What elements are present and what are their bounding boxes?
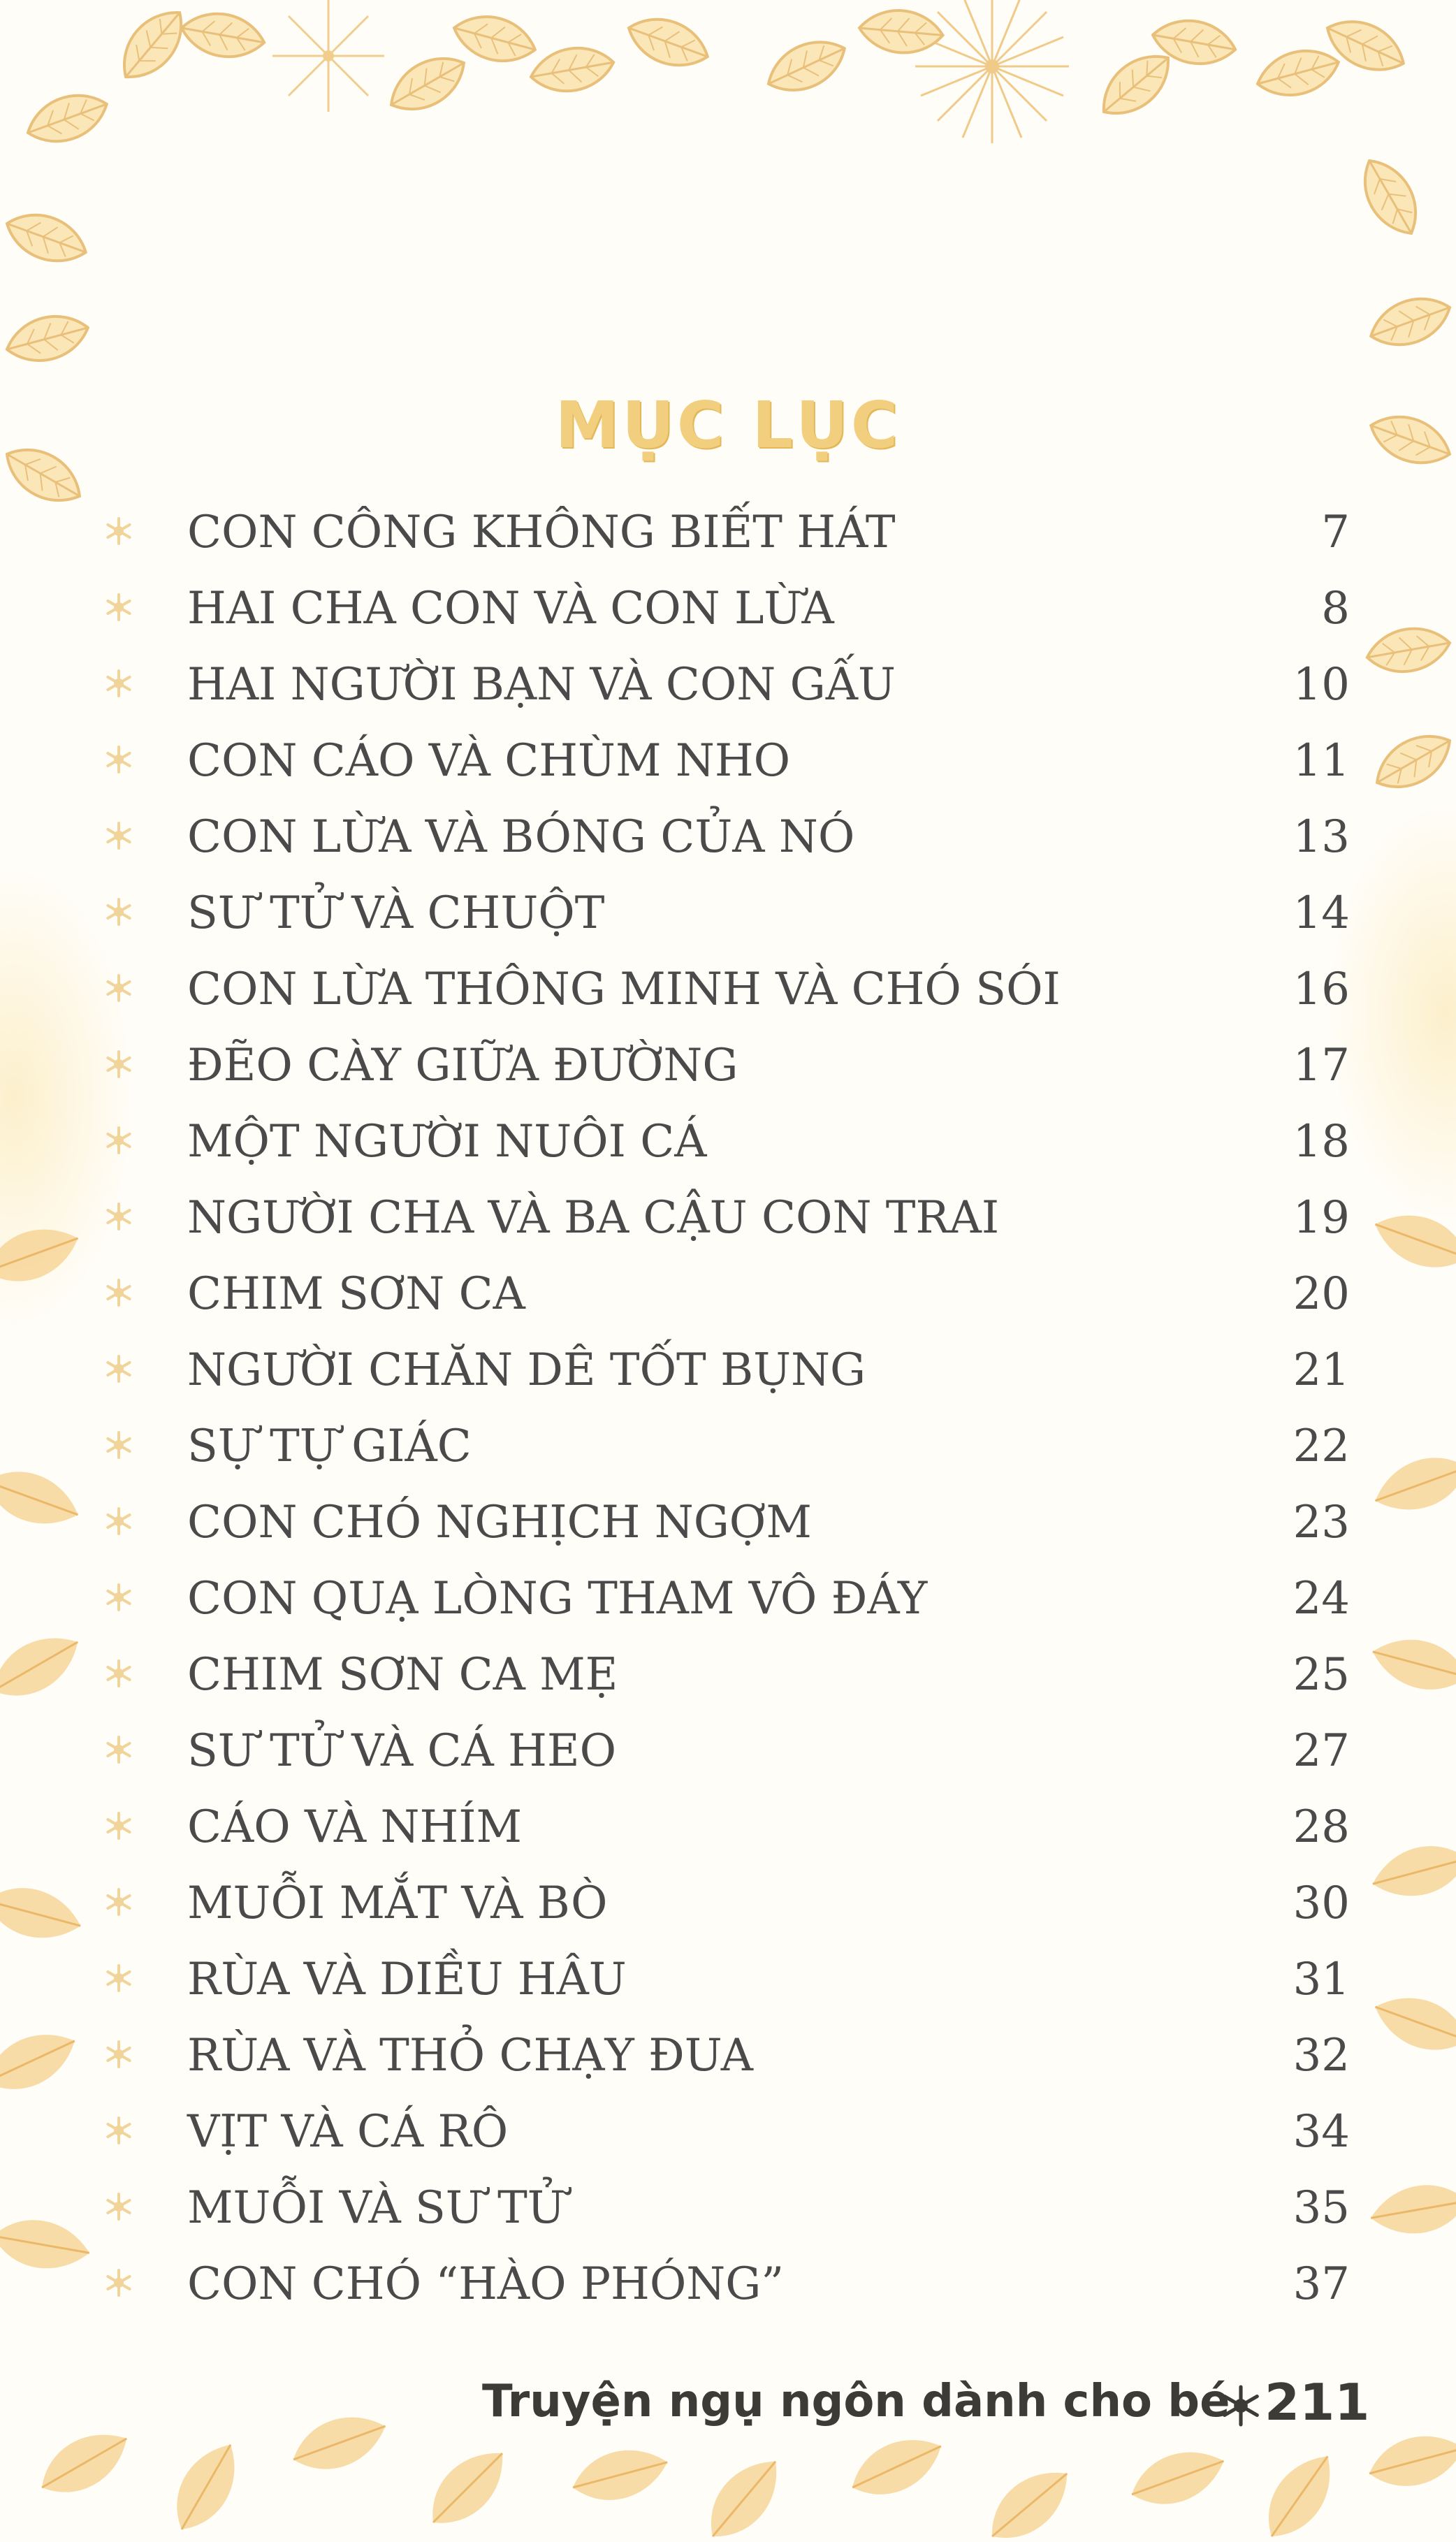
toc-entry-page: 11 (1293, 735, 1350, 787)
snowflake-icon (103, 2267, 134, 2298)
toc-entry-title: MUỖI VÀ SƯ TỬ (187, 2182, 565, 2234)
toc-entry-title: CON CÔNG KHÔNG BIẾT HÁT (187, 507, 896, 558)
toc-entry-title: CHIM SƠN CA (187, 1268, 525, 1320)
toc-entry[interactable] (0, 2102, 1456, 2179)
toc-entry-title: MUỖI MẮT VÀ BÒ (187, 1878, 608, 1929)
toc-entry-page: 7 (1321, 507, 1350, 558)
toc-entry-title: MỘT NGƯỜI NUÔI CÁ (187, 1116, 707, 1168)
snowflake-icon (103, 516, 134, 546)
toc-entry[interactable] (0, 1722, 1456, 1798)
toc-entry-page: 14 (1293, 887, 1350, 939)
toc-entry-page: 35 (1293, 2182, 1350, 2234)
toc-entry-page: 37 (1293, 2258, 1350, 2310)
toc-entry-title: NGƯỜI CHA VÀ BA CẬU CON TRAI (187, 1192, 1000, 1244)
toc-entry-title: CON LỪA THÔNG MINH VÀ CHÓ SÓI (187, 964, 1061, 1015)
footer-book-title: Truyện ngụ ngôn dành cho bé (482, 2376, 1230, 2427)
toc-entry[interactable] (0, 1798, 1456, 1874)
snowflake-icon (103, 1353, 134, 1384)
toc-entry-page: 22 (1293, 1421, 1350, 1472)
toc-entry-page: 34 (1293, 2106, 1350, 2158)
toc-entry-title: ĐẼO CÀY GIỮA ĐƯỜNG (187, 1040, 738, 1091)
toc-entry[interactable] (0, 655, 1456, 732)
snowflake-icon (103, 1049, 134, 1080)
toc-entry-page: 13 (1293, 811, 1350, 863)
toc-entry[interactable] (0, 1341, 1456, 1417)
snowflake-icon (103, 592, 134, 623)
toc-entry-page: 27 (1293, 1725, 1350, 1777)
toc-entry-page: 16 (1293, 964, 1350, 1015)
snowflake-icon (103, 896, 134, 927)
toc-entry-page: 17 (1293, 1040, 1350, 1091)
snowflake-icon (103, 2039, 134, 2070)
toc-entry-title: SƯ TỬ VÀ CHUỘT (187, 887, 605, 939)
snowflake-icon (103, 1125, 134, 1156)
toc-entry[interactable] (0, 579, 1456, 655)
toc-entry-title: CON CHÓ NGHỊCH NGỢM (187, 1497, 812, 1548)
toc-entry-page: 23 (1293, 1497, 1350, 1548)
toc-entry[interactable] (0, 1417, 1456, 1493)
toc-entry[interactable] (0, 732, 1456, 808)
toc-heading: MỤC LỤC (555, 388, 901, 463)
toc-entry-page: 18 (1293, 1116, 1350, 1168)
toc-entry-page: 24 (1293, 1573, 1350, 1625)
snowflake-icon (103, 820, 134, 851)
snowflake-icon (103, 1887, 134, 1917)
toc-entry[interactable] (0, 1646, 1456, 1722)
snowflake-icon (103, 1810, 134, 1841)
toc-entry-page: 10 (1293, 659, 1350, 711)
toc-entry[interactable] (0, 2026, 1456, 2102)
toc-entry-page: 20 (1293, 1268, 1350, 1320)
toc-entry-title: RÙA VÀ THỎ CHẠY ĐUA (187, 2030, 753, 2082)
snowflake-icon (1219, 2384, 1262, 2427)
toc-entry[interactable] (0, 960, 1456, 1036)
snowflake-icon (103, 973, 134, 1003)
toc-entry-title: HAI NGƯỜI BẠN VÀ CON GẤU (187, 659, 896, 711)
toc-entry[interactable] (0, 1874, 1456, 1950)
snowflake-icon (103, 1963, 134, 1993)
snowflake-icon (103, 744, 134, 775)
snowflake-icon (103, 2191, 134, 2222)
toc-entry-page: 25 (1293, 1649, 1350, 1701)
toc-entry[interactable] (0, 2255, 1456, 2331)
snowflake-icon (103, 1506, 134, 1537)
toc-entry[interactable] (0, 1569, 1456, 1646)
toc-entry[interactable] (0, 884, 1456, 960)
snowflake-icon (103, 1658, 134, 1689)
toc-entry-title: CON CÁO VÀ CHÙM NHO (187, 735, 791, 787)
snowflake-icon (103, 668, 134, 699)
toc-entry-page: 30 (1293, 1878, 1350, 1929)
toc-entry-title: CON QUẠ LÒNG THAM VÔ ĐÁY (187, 1573, 928, 1625)
toc-entry-title: CHIM SƠN CA MẸ (187, 1649, 618, 1701)
snowflake-icon (103, 1430, 134, 1460)
toc-entry[interactable] (0, 1265, 1456, 1341)
toc-entry-title: CON LỪA VÀ BÓNG CỦA NÓ (187, 811, 855, 863)
toc-list (0, 503, 1456, 2331)
toc-entry-page: 28 (1293, 1801, 1350, 1853)
toc-entry[interactable] (0, 1493, 1456, 1569)
toc-entry-title: CON CHÓ “HÀO PHÓNG” (187, 2258, 785, 2310)
toc-entry-title: RÙA VÀ DIỀU HÂU (187, 1954, 627, 2005)
toc-entry[interactable] (0, 503, 1456, 579)
page-number: 211 (1265, 2373, 1370, 2432)
toc-entry[interactable] (0, 1112, 1456, 1189)
toc-entry-page: 21 (1293, 1344, 1350, 1396)
toc-entry[interactable] (0, 1950, 1456, 2026)
toc-entry-title: NGƯỜI CHĂN DÊ TỐT BỤNG (187, 1344, 866, 1396)
snowflake-icon (103, 1734, 134, 1765)
snowflake-icon (103, 2115, 134, 2146)
toc-entry-title: HAI CHA CON VÀ CON LỪA (187, 583, 834, 634)
snowflake-icon (103, 1201, 134, 1232)
toc-entry-page: 32 (1293, 2030, 1350, 2082)
toc-entry-page: 8 (1321, 583, 1350, 634)
toc-entry-title: CÁO VÀ NHÍM (187, 1801, 523, 1853)
toc-entry-page: 19 (1293, 1192, 1350, 1244)
toc-entry[interactable] (0, 1036, 1456, 1112)
toc-entry-title: SỰ TỰ GIÁC (187, 1421, 472, 1472)
snowflake-icon (103, 1582, 134, 1613)
toc-entry[interactable] (0, 808, 1456, 884)
toc-entry-title: SƯ TỬ VÀ CÁ HEO (187, 1725, 617, 1777)
toc-entry-title: VỊT VÀ CÁ RÔ (187, 2106, 509, 2158)
toc-entry[interactable] (0, 1189, 1456, 1265)
toc-entry-page: 31 (1293, 1954, 1350, 2005)
toc-entry[interactable] (0, 2179, 1456, 2255)
snowflake-icon (103, 1277, 134, 1308)
